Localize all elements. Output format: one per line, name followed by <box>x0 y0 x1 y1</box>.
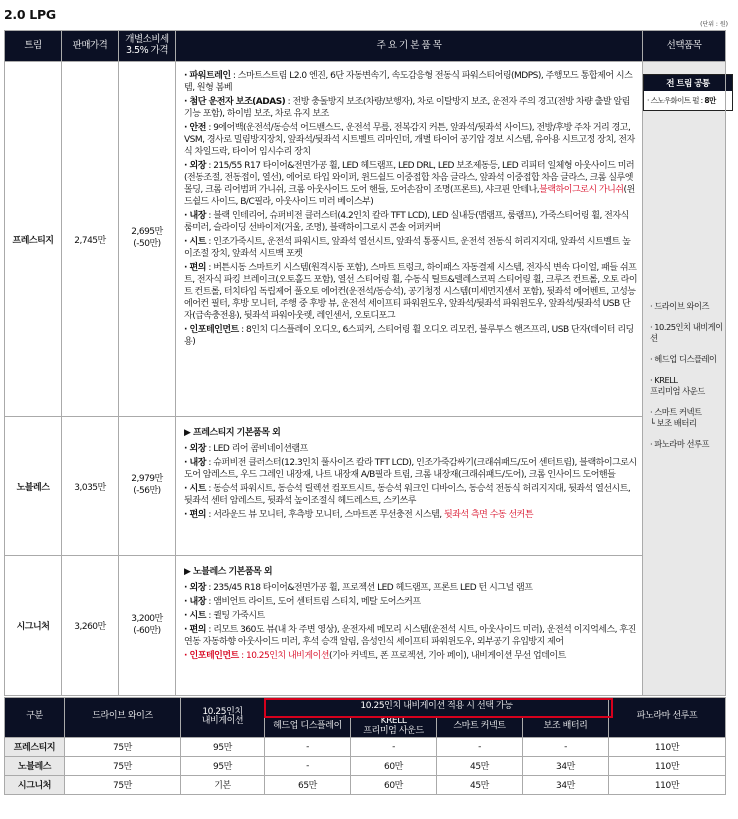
noblesse-item <box>184 443 638 455</box>
header-trim: 트림 <box>5 31 62 62</box>
col-krell: KRELL 프리미엄 사운드 <box>351 717 437 738</box>
item-category: · 인포테인먼트 <box>184 325 239 335</box>
option-price-table <box>4 697 726 795</box>
item-category: · 시트 <box>184 484 206 494</box>
option-price: - <box>265 756 351 775</box>
prestige-item <box>184 236 638 260</box>
item-text: : 235/45 R18 타이어&전면가공 휠, 프로젝션 LED 헤드램프, 프론트 LED 턴 시그널 램프 <box>205 583 533 593</box>
noblesse-items <box>176 417 643 556</box>
item-text: (기아 커넥트, 폰 프로젝션, 기아 페이), 내비게이션 무선 업데이트 <box>328 651 566 661</box>
option-price: 34만 <box>523 756 609 775</box>
header-options: 선택품목 <box>643 31 726 62</box>
option-price: 95만 <box>181 756 265 775</box>
header-price: 판매가격 <box>62 31 119 62</box>
item-category: · 첨단 운전자 보조(ADAS) <box>184 97 286 107</box>
item-highlight: 뒷좌석 측면 수동 선커튼 <box>444 510 534 520</box>
item-category: · 편의 <box>184 510 206 520</box>
option-price: 110만 <box>609 756 726 775</box>
row-trim-name: 프레스티지 <box>5 737 65 756</box>
item-text: : 서라운드 뷰 모니터, 후측방 모니터, 스마트폰 무선충전 시스템, <box>205 510 445 520</box>
prestige-item <box>184 262 638 322</box>
option-price: 110만 <box>609 775 726 794</box>
col-drive-wise: 드라이브 와이즈 <box>65 698 181 738</box>
signature-subtitle: ▶ 노블레스 기본품목 외 <box>184 567 273 577</box>
item-category: · 시트 <box>184 237 206 247</box>
option-price-row <box>5 756 726 775</box>
prestige-item <box>184 96 638 120</box>
noblesse-item <box>184 483 638 507</box>
item-text: : 퀼팅 가죽시트 <box>205 611 265 621</box>
trim-discount-price: 3,200만 (-60만) <box>119 556 176 696</box>
option-item: · 10.25인치 내비게이션 <box>650 322 723 343</box>
page-title: 2.0 LPG <box>4 7 56 22</box>
options-cell <box>643 62 726 696</box>
trim-discount-price: 2,979만 (-56만) <box>119 417 176 556</box>
option-price: 75만 <box>65 756 181 775</box>
col-navigation: 10.25인치 내비게이션 <box>181 698 265 738</box>
option-price: 45만 <box>437 775 523 794</box>
item-text: : 스마트스트림 L2.0 엔진, 6단 자동변속기, 속도감응형 전동식 파워스티어링(MDPS), 주행모드 통합제어 시스템, 원형 봄베 <box>184 71 633 93</box>
item-category: · 외장 <box>184 444 206 454</box>
item-category: · 편의 <box>184 263 206 273</box>
item-text: : 8인치 디스플레이 오디오, 6스피커, 스티어링 휠 오디오 리모컨, 블루투스 핸즈프리, USB 단자(데이터 리딩용) <box>184 325 634 347</box>
item-text: (윈드쉴드 사이드, B/C필라, 아웃사이드 미러 베이스부) <box>184 185 635 207</box>
option-list <box>643 301 725 450</box>
col-gubun: 구분 <box>5 698 65 738</box>
prestige-item <box>184 160 638 208</box>
signature-item <box>184 582 638 594</box>
trim-name: 프레스티지 <box>5 62 62 417</box>
option-price: 65만 <box>265 775 351 794</box>
item-highlight: : 10.25인치 내비게이션 <box>238 651 329 661</box>
item-category: · 내장 <box>184 597 206 607</box>
item-text: : 전방 충돌방지 보조(차량/보행자), 차로 이탈방지 보조, 운전자 주의 경고(전방 차량 출발 알림 기능 포함), 하이빔 보조, 차로 유지 보조 <box>184 97 630 119</box>
noblesse-subtitle: ▶ 프레스티지 기본품목 외 <box>184 428 281 438</box>
option-price: 45만 <box>437 756 523 775</box>
trim-price: 3,035만 <box>62 417 119 556</box>
option-price: 95만 <box>181 737 265 756</box>
option-price: 60만 <box>351 756 437 775</box>
option-price-row <box>5 737 726 756</box>
option-price: - <box>523 737 609 756</box>
unit-label: (단위 : 원) <box>700 21 728 28</box>
option-price: 75만 <box>65 775 181 794</box>
common-option-box <box>643 74 733 111</box>
option-price-row <box>5 775 726 794</box>
prestige-item <box>184 122 638 158</box>
col-battery: 보조 배터리 <box>523 717 609 738</box>
prestige-item <box>184 210 638 234</box>
item-text: : 앰비언트 라이트, 도어 센터트림 스티치, 메탈 도어스커프 <box>205 597 421 607</box>
row-trim-name: 노블레스 <box>5 756 65 775</box>
option-price: 75만 <box>65 737 181 756</box>
prestige-item <box>184 324 638 348</box>
item-category: · 내장 <box>184 458 206 468</box>
signature-item <box>184 624 638 648</box>
item-text: : 215/55 R17 타이어&전면가공 휠, LED 헤드램프, LED DRL, LED 보조제동등, LED 리피터 일체형 아웃사이드 미러(전동조절, 전동접이, 열선), 에어로 타입 와이퍼, 윈드쉴드 이중접합 차음 글라스, 앞좌석 이중접합 차음 글라스, 크롬 실루엣 몰딩, 크롬 리어범퍼 가니쉬, 크롬 아웃사이드 도어 핸들, 도어손잡이 조명(프론트), 샤크핀 안테나, <box>184 161 635 195</box>
col-nav-group: 10.25인치 내비게이션 적용 시 선택 가능 <box>265 698 609 717</box>
option-item: · 헤드업 디스플레이 <box>650 354 717 364</box>
item-text: : 슈퍼비전 클러스터(12.3인치 풀사이즈 칼라 TFT LCD), 인조가죽감싸기(크래쉬패드/도어 센터트림), 블랙하이그로시 도어 암레스트, 우드 그레인 내장재, 나트 내장재 A/B필라 트림, 크롬 내장재(크래쉬패드/도어), 크롬 인사이드 도어핸들 <box>184 458 637 480</box>
option-item: · 드라이브 와이즈 <box>650 301 710 311</box>
item-category: · 시트 <box>184 611 206 621</box>
item-category: · 인포테인먼트 <box>184 651 239 661</box>
item-text: : 9에어백(운전석/동승석 어드밴스드, 운전석 무릎, 전복감지 커튼, 앞좌석/뒷좌석 사이드), 전방/후방 주차 거리 경고, VSM, 경사로 밀림방지장치, 앞좌석/뒷좌석 시트벨트 리마인더, 개별 타이어 공기압 경보 시스템, 유아용 시트고정 장치, 전자식 차일드락, 타이어 임시수리 장치 <box>184 123 635 157</box>
trim-name: 시그니처 <box>5 556 62 696</box>
common-option-header: 전 트림 공통 <box>644 75 732 91</box>
col-hud: 헤드업 디스플레이 <box>265 717 351 738</box>
trim-name: 노블레스 <box>5 417 62 556</box>
item-category: · 편의 <box>184 625 206 635</box>
item-category: · 외장 <box>184 583 206 593</box>
header-discount: 개별소비세 3.5% 가격 <box>119 31 176 62</box>
col-panorama: 파노라마 선루프 <box>609 698 726 738</box>
common-option-item: · 스노우화이트 펄 : 8만 <box>644 91 732 110</box>
noblesse-item <box>184 509 638 521</box>
price-table <box>4 30 726 696</box>
signature-items <box>176 556 643 696</box>
trim-discount-price: 2,695만 (-50만) <box>119 62 176 417</box>
item-text: : 동승석 파워시트, 동승석 릴렉션 컴포트시트, 동승석 워크인 디바이스, 동승석 전동식 허리지지대, 뒷좌석 열선시트, 뒷좌석 센터 암레스트, 뒷좌석 높이조절식 헤드레스트, 스키쓰루 <box>184 484 631 506</box>
item-text: : 인조가죽시트, 운전석 파워시트, 앞좌석 열선시트, 앞좌석 통풍시트, 운전석 전동식 허리지지대, 앞좌석 시트벨트 높이조절 장치, 앞좌석 시트백 포켓 <box>184 237 631 259</box>
signature-item <box>184 596 638 608</box>
row-trim-name: 시그니처 <box>5 775 65 794</box>
signature-item <box>184 610 638 622</box>
header-items: 주 요 기 본 품 목 <box>176 31 643 62</box>
item-highlight: 블랙하이그로시 가니쉬 <box>539 185 624 195</box>
option-price: 34만 <box>523 775 609 794</box>
option-price: 60만 <box>351 775 437 794</box>
item-category: · 파워트레인 <box>184 71 231 81</box>
item-text: : 블랙 인테리어, 슈퍼비전 클러스터(4.2인치 칼라 TFT LCD), LED 실내등(맵램프, 룸램프), 가죽스티어링 휠, 전자식 룸미러, 슬라이딩 선바이저(거울, 조명), 블랙하이그로시 콘솔 어퍼커버 <box>184 211 629 233</box>
item-category: · 내장 <box>184 211 206 221</box>
trim-price: 2,745만 <box>62 62 119 417</box>
col-smart-connect: 스마트 커넥트 <box>437 717 523 738</box>
option-price: 기본 <box>181 775 265 794</box>
option-item: · 파노라마 선루프 <box>650 439 710 449</box>
item-category: · 외장 <box>184 161 206 171</box>
option-price: - <box>351 737 437 756</box>
option-price: 110만 <box>609 737 726 756</box>
item-category: · 안전 <box>184 123 206 133</box>
item-text: : 버튼시동 스마트키 시스템(원격시동 포함), 스마트 트렁크, 하이패스 자동결제 시스템, 전자식 변속 다이얼, 패들 쉬프트, 전자식 파킹 브레이크(오토홀드 포함), 열선 스티어링 휠, 수동식 틸트&텔레스코픽 스티어링 휠, 크루즈 컨트롤, 오토 라이트 컨트롤, 터치타입 독립제어 풀오토 에어컨(운전석/동승석), 공기청정 시스템(미세먼지센서 포함), 뒷좌석 에어벤트, 고성능 에어컨 필터, 후방 모니터, 주행 중 후방 뷰, 운전석 세이프티 파워윈도우, 앞좌석/뒷좌석 파워윈도우, 앞좌석/뒷좌석 USB 단자(급속충전용), 뒷좌석 파워아웃렛, 레인센서, 오토디포그 <box>184 263 638 321</box>
item-text: : LED 리어 콤비네이션램프 <box>205 444 308 454</box>
prestige-item <box>184 70 638 94</box>
signature-item <box>184 650 638 662</box>
option-item: · KRELL 프리미엄 사운드 <box>650 375 705 396</box>
noblesse-item <box>184 457 638 481</box>
prestige-items <box>176 62 643 417</box>
option-price: - <box>265 737 351 756</box>
option-price: - <box>437 737 523 756</box>
trim-price: 3,260만 <box>62 556 119 696</box>
option-item: · 스마트 커넥트 └ 보조 배터리 <box>650 407 702 428</box>
item-text: : 리모트 360도 뷰(내 차 주변 영상), 운전자세 메모리 시스템(운전석 시트, 아웃사이드 미러), 운전석 이지억세스, 후진연동 자동하향 아웃사이드 미러, 후석 승객 알림, 음성인식 세이프티 파워윈도우, 외부공기 유입방지 제어 <box>184 625 636 647</box>
